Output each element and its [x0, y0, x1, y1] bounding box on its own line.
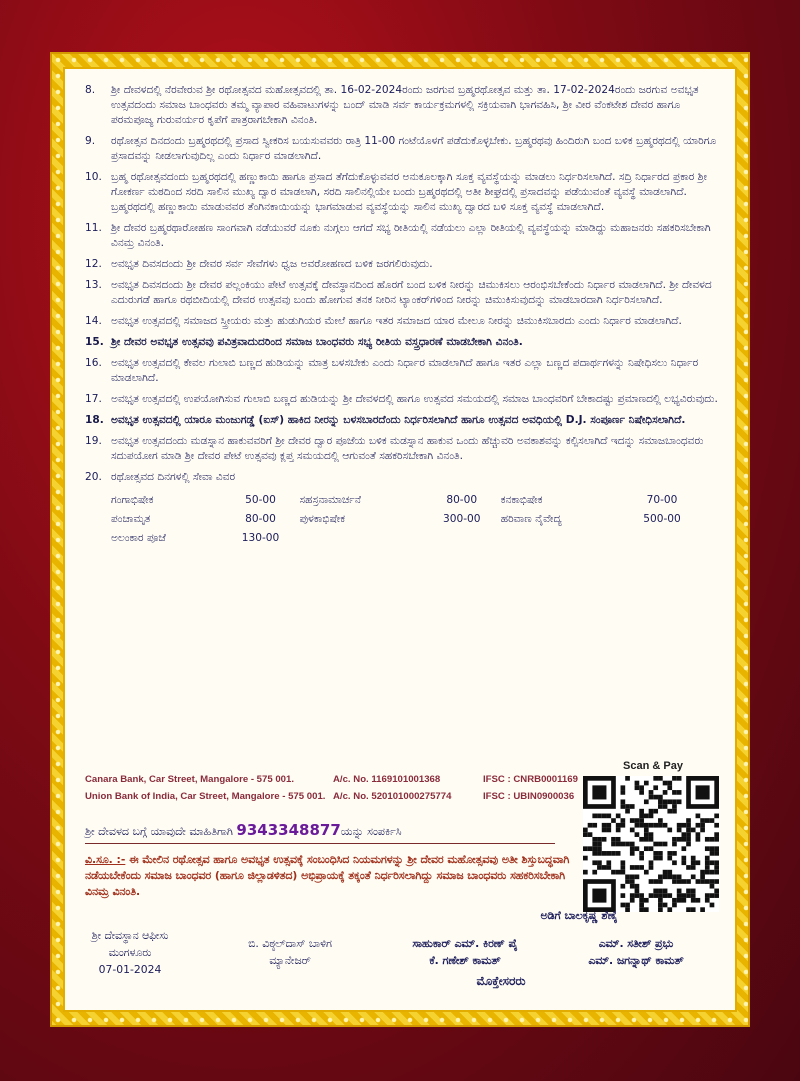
- bank-name: Canara Bank, Car Street, Mangalore - 575 001.: [85, 774, 295, 785]
- seva-value: 80-00: [245, 513, 276, 525]
- note-block: [85, 852, 575, 900]
- bank-row: [85, 789, 603, 806]
- seva-value: 500-00: [643, 513, 681, 525]
- divider: [85, 843, 555, 844]
- bank-row: [85, 772, 603, 789]
- manager-signature: ಬಿ. ವಿಠ್ಠಲ್‌ದಾಸ್ ಬಾಳಿಗ ಮ್ಯಾನೇಜರ್: [248, 937, 332, 967]
- list-item: [85, 470, 721, 485]
- contact-line: [85, 823, 565, 844]
- list-item: [85, 257, 721, 272]
- list-item: [85, 221, 721, 251]
- list-item: [85, 413, 721, 428]
- item-number: 15.: [85, 336, 104, 348]
- item-number: 10.: [85, 171, 102, 183]
- item-text: ಬ್ರಹ್ಮ ರಥೋತ್ಸವದಂದು ಬ್ರಹ್ಮರಥದಲ್ಲಿ ಹಣ್ಣುಕಾಯಿ ಹಾಗೂ ಪ್ರಸಾದ ತೆಗೆದುಕೊಳ್ಳುವವರ ಅನುಕೂಲಕ್ಕಾಗಿ ಸೂಕ್ತ ವ್ಯವಸ್ಥೆಯನ್ನು ಮಾಡಲು ನಿರ್ಧರಿಸಲಾಗಿದೆ. ಸದ್ರಿ ನಿರ್ಧಾರದ ಪ್ರಕಾರ ಶ್ರೀ ಗೋಕರ್ಣ ಮಠದಿಂದ ಸರದಿ ಸಾಲಿನ ಮುಖ್ಯ ದ್ವಾರ ಮಾಡಲಾಗಿ, ಸರದಿ ಸಾಲಿನಲ್ಲಿಯೇ ಬಂದು ಬ್ರಹ್ಮರಥದಲ್ಲಿ ಅತೀ ಶೀಘ್ರದಲ್ಲಿ ಪ್ರಸಾದವನ್ನು ಪಡೆಯುವಂತೆ ವ್ಯವಸ್ಥೆ ಮಾಡಲಾಗಿದೆ. ಬ್ರಹ್ಮರಥದಲ್ಲಿ ಹಣ್ಣುಕಾಯಿ ಮಾಡುವವರ ತೆಂಗಿನಕಾಯಿಯನ್ನು ಭಾಗಮಾಡುವ ವ್ಯವಸ್ಥೆಯನ್ನು ಸಾಲಿನ ಮುಖ್ಯ ದ್ವಾರದ ಬಳಿ ಸೂಕ್ತ ವ್ಯವಸ್ಥೆ ಮಾಡಲಾಗಿದೆ.: [111, 171, 708, 213]
- item-number: 19.: [85, 435, 102, 447]
- item-number: 12.: [85, 258, 102, 270]
- contact-suffix: ಯನ್ನು ಸಂಪರ್ಕಿಸಿ: [340, 825, 402, 838]
- table-row: [111, 491, 701, 510]
- scan-pay-title: Scan & Pay: [623, 760, 683, 772]
- note-label: ವಿ.ಸೂ. :-: [85, 853, 126, 866]
- item-text: ರಥೋತ್ಸವದ ದಿನಗಳಲ್ಲಿ ಸೇವಾ ವಿವರ: [111, 471, 236, 483]
- item-text: ಅವಭೃತ ಉತ್ಸವದಲ್ಲಿ ಉಪಯೋಗಿಸುವ ಗುಲಾಬಿ ಬಣ್ಣದ ಹುಡಿಯನ್ನು ಶ್ರೀ ದೇವಳದಲ್ಲಿ ಹಾಗೂ ಉತ್ಸವದ ಸಮಯದಲ್ಲಿ ಸಮಾಜ ಬಾಂಧವರಿಗೆ ಬೇಕಾದಷ್ಟು ಪ್ರಮಾಣದಲ್ಲಿ ಲಭ್ಯವಿರುವುದು.: [111, 393, 718, 405]
- item-text: ಅವಭೃತ ದಿವಸದಂದು ಶ್ರೀ ದೇವರ ಪಲ್ಲಂಕಿಯು ಪೇಟೆ ಉತ್ಸವಕ್ಕೆ ದೇವಸ್ಥಾನದಿಂದ ಹೊರಗೆ ಬಂದ ಬಳಿಕ ನೀರನ್ನು ಚಿಮುಕಿಸಲು ಆರಂಭಿಸಬೇಕೆಂದು ನಿರ್ಧಾರ ಮಾಡಲಾಗಿದೆ. ಶ್ರೀ ದೇವಳದ ಎದುರುಗಡೆ ಹಾಗೂ ರಥಬೀದಿಯಲ್ಲಿ ದೇವರ ಉತ್ಸವವು ಬಂದು ಹೋಗುವ ತನಕ ನೀರಿನ ಟ್ಯಾಂಕರ್‌ಗಳಿಂದ ನೀರನ್ನು ಚಿಮುಕಿಸುವುದನ್ನು ಮಾಡಬಾರದಾಗಿ ನಿರ್ಧರಿಸಲಾಗಿದೆ.: [111, 279, 712, 306]
- item-number: 14.: [85, 315, 102, 327]
- seva-value: 300-00: [442, 513, 481, 525]
- table-row: [111, 529, 701, 548]
- contact-phone[interactable]: 9343348877: [236, 821, 341, 839]
- list-item: [85, 392, 721, 407]
- item-number: 8.: [85, 84, 96, 96]
- item-text: ಶ್ರೀ ದೇವರ ಅವಭೃತ ಉತ್ಸವವು ಪವಿತ್ರವಾದುದರಿಂದ ಸಮಾಜ ಬಾಂಧವರು ಸಭ್ಯ ರೀತಿಯ ವಸ್ತ್ರಧಾರಣೆ ಮಾಡಬೇಕಾಗಿ ವಿನಂತಿ.: [111, 336, 523, 348]
- bank-name: Union Bank of India, Car Street, Mangalore - 575 001.: [85, 791, 326, 802]
- notice-panel: [63, 67, 737, 1012]
- seva-table: [111, 491, 701, 548]
- seva-name: ಅಲಂಕಾರ ಪೂಜೆ: [111, 532, 166, 544]
- item-number: 11.: [85, 222, 102, 234]
- item-number: 18.: [85, 414, 104, 426]
- list-item: [85, 434, 721, 464]
- item-text: ಶ್ರೀ ದೇವರ ಬ್ರಹ್ಮರಥಾರೋಹಣ ಸಾಂಗವಾಗಿ ನಡೆಯುವರೆ ನೂಕು ನುಗ್ಗಲು ಆಗದೆ ಸಭ್ಯ ರೀತಿಯಲ್ಲಿ ನಡೆಯಲು ಎಲ್ಲಾ ರೀತಿಯಲ್ಲಿ ವ್ಯವಸ್ಥೆಯನ್ನು ಮಾಡಿದ್ದು ಮಹಾಜನರು ಸಹಕರಿಸಬೇಕಾಗಿ ವಿನಮ್ರ ವಿನಂತಿ.: [111, 222, 711, 249]
- sahukar-signature: ಸಾಹುಕಾರ್ ಎಮ್. ಕಿರಣ್ ಪೈ ಕೆ. ಗಣೇಶ್ ಕಾಮತ್: [412, 937, 518, 967]
- seva-value: 80-00: [446, 494, 478, 506]
- item-number: 9.: [85, 135, 96, 147]
- rules-list: [85, 83, 721, 485]
- seva-name: ಪುಳಕಾಭಿಷೇಕ: [299, 513, 345, 525]
- item-number: 20.: [85, 471, 102, 483]
- trustees-label: ಮೊಕ್ತೇಸರರು: [476, 974, 526, 988]
- item-number: 16.: [85, 357, 102, 369]
- seva-name: ಹರಿವಾಣ ನೈವೇದ್ಯ: [500, 513, 562, 525]
- right-signature: ಎಮ್. ಸತೀಶ್ ಪ್ರಭು ಎಮ್. ಜಗನ್ನಾಥ್ ಕಾಮತ್: [588, 937, 684, 967]
- bank-account: A/c. No. 1169101001368: [333, 774, 441, 785]
- list-item: [85, 335, 721, 350]
- bank-ifsc: IFSC : CNRB0001169: [483, 774, 578, 785]
- office-signature: ಶ್ರೀ ದೇವಸ್ಥಾನ ಆಫೀಸು ಮಂಗಳೂರು 07-01-2024: [65, 927, 195, 978]
- item-number: 17.: [85, 393, 102, 405]
- issue-date: 07-01-2024: [98, 963, 162, 976]
- seva-name: ಗಂಗಾಭಿಷೇಕ: [111, 494, 154, 506]
- seva-value: 50-00: [245, 494, 276, 506]
- list-item: [85, 170, 721, 215]
- list-item: [85, 356, 721, 386]
- item-text: ಅವಭೃತ ಉತ್ಸವದಲ್ಲಿ ಸಮಾಜದ ಸ್ತ್ರೀಯರು ಮತ್ತು ಹುಡುಗಿಯರ ಮೇಲೆ ಹಾಗೂ ಇತರ ಸಮಾಜದ ಯಾರ ಮೇಲೂ ನೀರನ್ನು ಚಿಮುಕಿಸಬಾರದು ಎಂದು ನಿರ್ಧಾರ ಮಾಡಲಾಗಿದೆ.: [111, 315, 682, 327]
- qr-code-icon: [583, 776, 719, 912]
- list-item: [85, 314, 721, 329]
- item-text: ಅವಭೃತ ಉತ್ಸವದಲ್ಲಿ ಯಾರೂ ಮಂಜುಗಡ್ಡೆ (ಐಸ್) ಹಾಕಿದ ನೀರನ್ನು ಬಳಸಬಾರದೆಂದು ನಿರ್ಧರಿಸಲಾಗಿದೆ ಹಾಗೂ ಉತ್ಸವದ ಅವಧಿಯಲ್ಲಿ D.J. ಸಂಪೂರ್ಣ ನಿಷೇಧಿಸಲಾಗಿದೆ.: [111, 414, 686, 426]
- seva-name: ಸಹಸ್ರನಾಮಾರ್ಚನೆ: [299, 494, 362, 506]
- contact-prefix: ಶ್ರೀ ದೇವಳದ ಬಗ್ಗೆ ಯಾವುದೇ ಮಾಹಿತಿಗಾಗಿ: [85, 825, 233, 838]
- note-text: ಈ ಮೇಲಿನ ರಥೋತ್ಸವ ಹಾಗೂ ಅವಭೃತ ಉತ್ಸವಕ್ಕೆ ಸಂಬಂಧಿಸಿದ ನಿಯಮಗಳನ್ನು ಶ್ರೀ ದೇವರ ಮಹೋತ್ಸವವು ಅತೀ ಶಿಸ್ತುಬದ್ಧವಾಗಿ ನಡೆಯಬೇಕೆಂದು ಸಮಾಜ ಬಾಂಧವರ (ಹಾಗೂ ಜಿಲ್ಲಾಡಳಿತದ) ಅಭಿಪ್ರಾಯಕ್ಕೆ ತಕ್ಕಂತೆ ನಿರ್ಧರಿಸಲಾಗಿದ್ದು ಸಮಾಜ ಬಾಂಧವರು ಸಹಕರಿಸಬೇಕಾಗಿ ವಿನಮ್ರ ವಿನಂತಿ.: [85, 853, 570, 898]
- item-text: ಅವಭೃತ ದಿವಸದಂದು ಶ್ರೀ ದೇವರ ಸರ್ವ ಸೇವೆಗಳು ಧ್ವಜ ಅವರೋಹಣದ ಬಳಿಕ ಜರಗಲಿರುವುದು.: [111, 258, 433, 270]
- item-text: ರಥೋತ್ಸವ ದಿನದಂದು ಬ್ರಹ್ಮರಥದಲ್ಲಿ ಪ್ರಸಾದ ಸ್ವೀಕರಿಸ ಬಯಸುವವರು ರಾತ್ರಿ 11-00 ಗಂಟೆಯೊಳಗೆ ಪಡೆದುಕೊಳ್ಳಬೇಕು. ಬ್ರಹ್ಮರಥವು ಹಿಂದಿರುಗಿ ಬಂದ ಬಳಿಕ ಬ್ರಹ್ಮರಥದಲ್ಲಿ ಯಾರಿಗೂ ಪ್ರಸಾದವನ್ನು ನೀಡಲಾಗುವುದಿಲ್ಲ ಎಂದು ನಿರ್ಧಾರ ಮಾಡಲಾಗಿದೆ.: [111, 135, 717, 162]
- signatory-top: ಅಡಿಗೆ ಬಾಲಕೃಷ್ಣ ಶೆಣೈ: [540, 909, 618, 922]
- bank-ifsc: IFSC : UBIN0900036: [483, 791, 575, 802]
- seva-name: ಕನಕಾಭಿಷೇಕ: [500, 494, 543, 506]
- list-item: [85, 134, 721, 164]
- list-item: [85, 83, 721, 128]
- item-text: ಅವಭೃತ ಉತ್ಸವದಲ್ಲಿ ಕೇವಲ ಗುಲಾಬಿ ಬಣ್ಣದ ಹುಡಿಯನ್ನು ಮಾತ್ರ ಬಳಸಬೇಕು ಎಂದು ನಿರ್ಧಾರ ಮಾಡಲಾಗಿದೆ ಹಾಗೂ ಇತರ ಎಲ್ಲಾ ಬಣ್ಣದ ಪದಾರ್ಥಗಳನ್ನು ನಿಷೇಧಿಸಲು ನಿರ್ಧಾರ ಮಾಡಲಾಗಿದೆ.: [111, 357, 699, 384]
- item-number: 13.: [85, 279, 102, 291]
- seva-value: 70-00: [646, 494, 678, 506]
- item-text: ಶ್ರೀ ದೇವಳದಲ್ಲಿ ನೆರವೇರುವ ಶ್ರೀ ರಥೋತ್ಸವದ ಮಹೋತ್ಸವದಲ್ಲಿ ತಾ. 16-02-2024ರಂದು ಜರಗುವ ಬ್ರಹ್ಮರಥೋತ್ಸವ ಮತ್ತು ತಾ. 17-02-2024ರಂದು ಜರಗುವ ಅವಭೃತ ಉತ್ಸವದಂದು ಸಮಾಜ ಬಾಂಧವರು ತಮ್ಮ ವ್ಯಾಪಾರ ವಹಿವಾಟುಗಳನ್ನು ಬಂದ್ ಮಾಡಿ ಸರ್ವ ಕಾರ್ಯಕ್ರಮಗಳಲ್ಲಿ ಸಕ್ರಿಯವಾಗಿ ಭಾಗವಹಿಸಿ, ಶ್ರೀ ವೀರ ವೆಂಕಟೇಶ ದೇವರ ಹಾಗೂ ಪರಮಪೂಜ್ಯ ಗುರುವರ್ಯರ ಕೃಪೆಗೆ ಪಾತ್ರರಾಗಬೇಕಾಗಿ ವಿನಂತಿ.: [111, 84, 699, 126]
- seva-value: 130-00: [241, 532, 280, 544]
- table-row: [111, 510, 701, 529]
- list-item: [85, 278, 721, 308]
- seva-name: ಪಂಚಾಮೃತ: [111, 513, 151, 525]
- bank-details: [85, 772, 603, 806]
- bank-account: A/c. No. 520101000275774: [333, 791, 452, 802]
- item-text: ಅವಭೃತ ಉತ್ಸವದಂದು ಮಡಸ್ನಾನ ಹಾಕುವವರಿಗೆ ಶ್ರೀ ದೇವರ ದ್ವಾರ ಪೂಜೆಯ ಬಳಿಕ ಮಡಸ್ನಾನ ಹಾಕುವ ಒಂದು ಹೆಚ್ಚುವರಿ ಅವಕಾಶವನ್ನು ಕಲ್ಪಿಸಲಾಗಿದೆ ಇದನ್ನು ಸಮಾಜಬಾಂಧವರು ಸದುಪಯೋಗ ಮಾಡಿ ಶ್ರೀ ದೇವರ ಪೇಟೆ ಉತ್ಸವವು ಕ್ಲಪ್ತ ಸಮಯದಲ್ಲಿ ಆಗುವಂತೆ ಸಹಕರಿಸಬೇಕಾಗಿ ವಿನಂತಿ.: [111, 435, 704, 462]
